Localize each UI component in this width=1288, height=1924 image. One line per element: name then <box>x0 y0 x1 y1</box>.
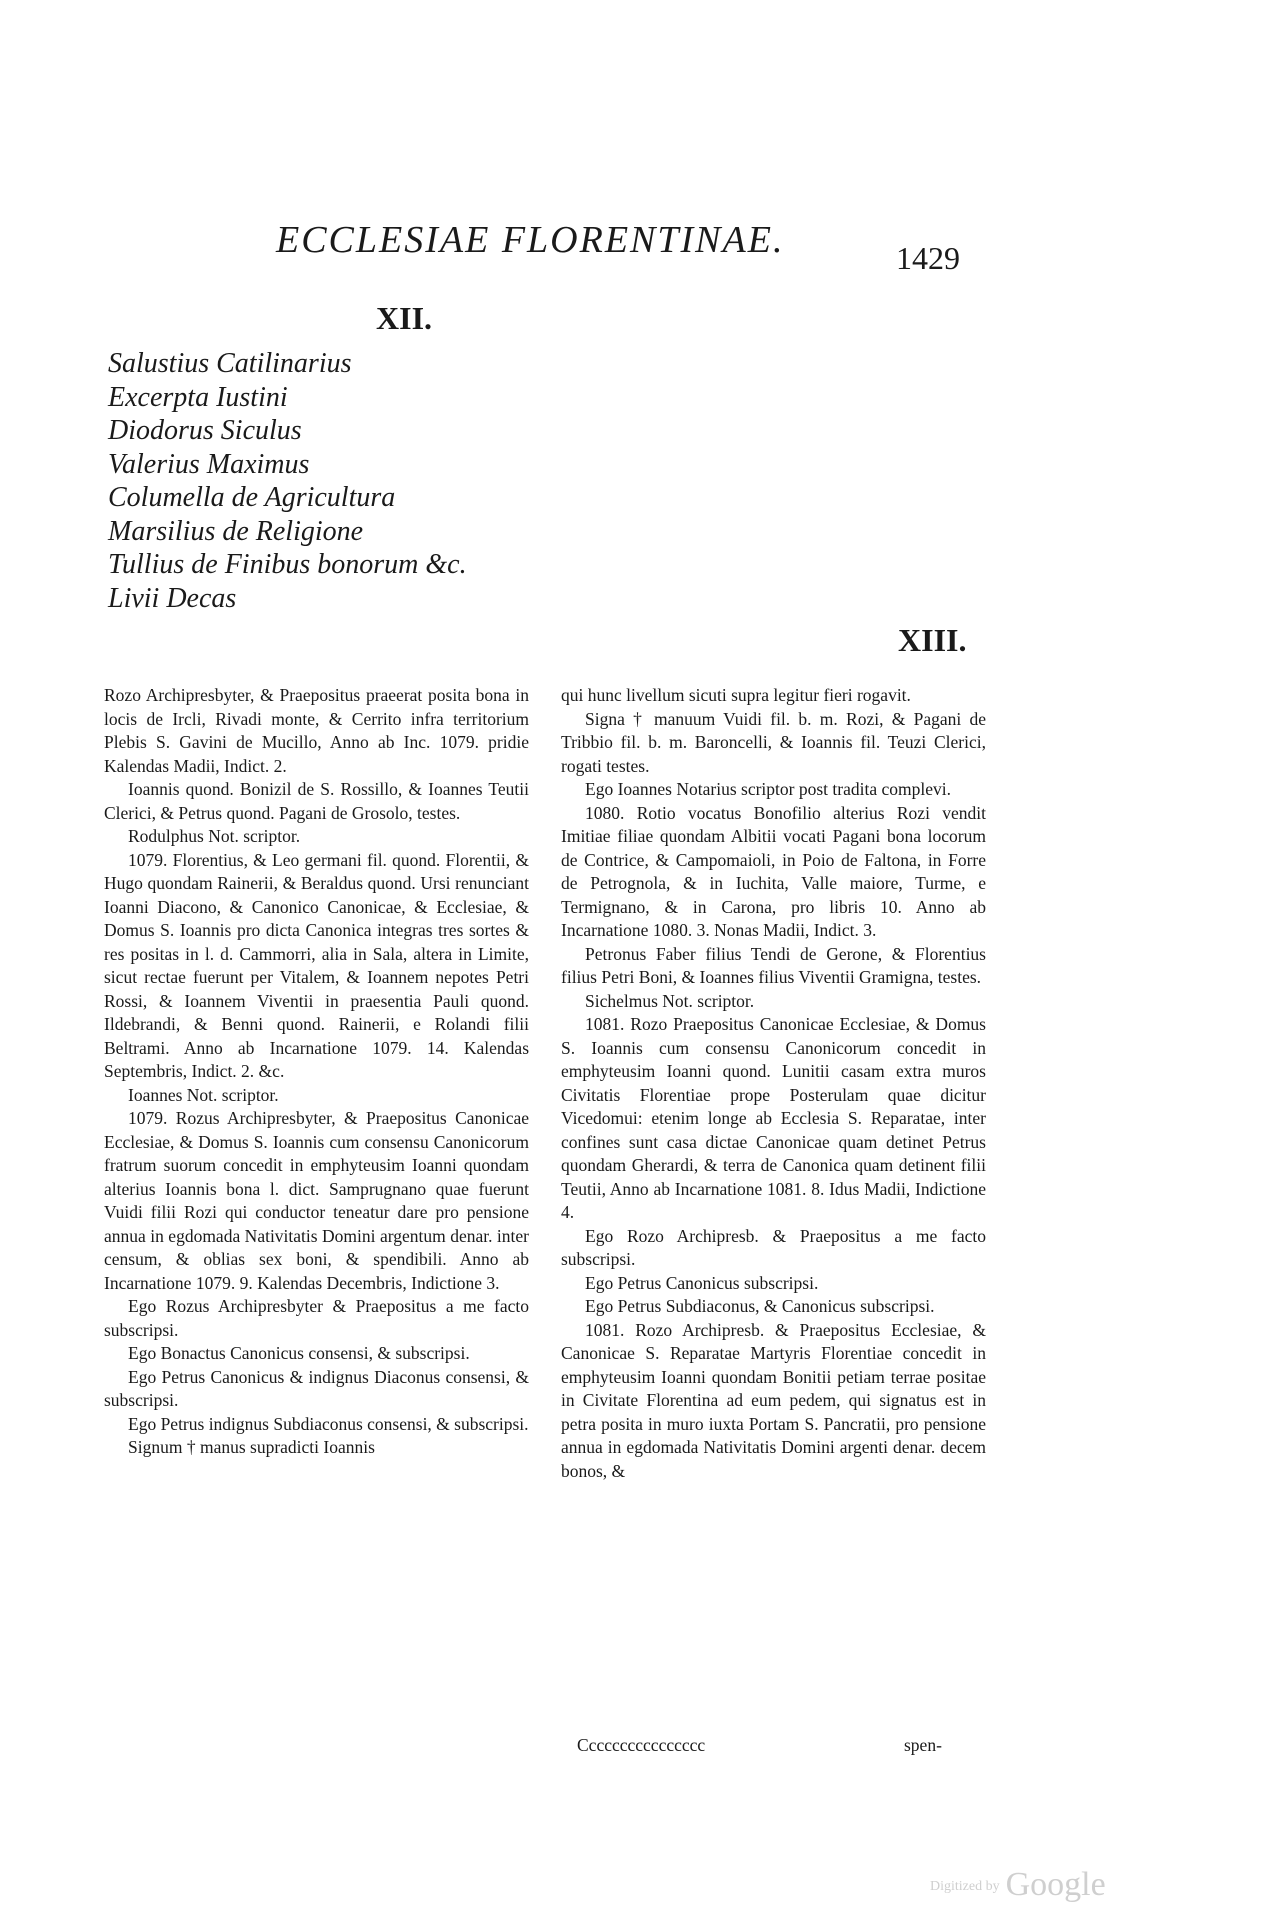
book-list-item: Livii Decas <box>108 582 237 614</box>
paragraph: Ioannes Not. scriptor. <box>128 1084 279 1105</box>
paragraph: Ego Petrus Canonicus subscripsi. <box>585 1272 819 1293</box>
page-number: 1429 <box>896 240 960 276</box>
book-list-item: Excerpta Iustini <box>108 381 288 413</box>
left-column <box>104 684 529 1460</box>
paragraph: Sichelmus Not. scriptor. <box>585 990 755 1011</box>
paragraph: Petronus Faber filius Tendi de Gerone, & Florentius filius Petri Boni, & Ioannes filius Viventii Gramigna, testes. <box>561 943 986 987</box>
book-list <box>108 347 467 615</box>
paragraph: Ego Bonactus Canonicus consensi, & subscripsi. <box>128 1343 470 1363</box>
section-numeral-xiii: XIII. <box>898 622 967 658</box>
paragraph: 1080. Rotio vocatus Bonofilio alterius Rozi vendit Imitiae filiae quondam Albitii vocati Pagani bona locorum de Contrice, & Campomaioli, in Poio de Faltona, in Forre de Petrognola, & in Iuchita, Valle maiore, Turme, e Termignano, & in Carona, pro libris 10. Anno ab Incarnatione 1080. 3. Nonas Madii, Indict. 3. <box>561 802 986 940</box>
paragraph: Rozo Archipresbyter, & Praepositus praeerat posita bona in locis de Ircli, Rivadi monte, & Cerrito infra territorium Plebis S. Gavini de Mucillo, Anno ab Inc. 1079. pridie Kalendas Madii, Indict. 2. <box>104 685 529 776</box>
book-list-item: Tullius de Finibus bonorum &c. <box>108 549 467 580</box>
signature-mark: Cccccccccccccccc <box>577 1735 706 1755</box>
book-list-item: Diodorus Siculus <box>108 415 302 446</box>
paragraph: 1081. Rozo Archipresb. & Praepositus Ecclesiae, & Canonicae S. Reparatae Martyris Florentiae concedit in emphyteusim Ioanni quondam Bonitii petiam terrae positae in Civitate Florentina ad eum pedem, qui signatus est in petra posita in muro iuxta Portam S. Pancratii, pro pensione annua in egdomada Nativitatis Domini argenti denar. decem bonos, & <box>561 1319 986 1481</box>
paragraph: Signum † manus supradicti Ioannis <box>128 1437 375 1457</box>
paragraph: Ioannis quond. Bonizil de S. Rossillo, & Ioannes Teutii Clerici, & Petrus quond. Pagani de Grosolo, testes. <box>104 779 529 823</box>
paragraph: Ego Rozo Archipresb. & Praepositus a me facto subscripsi. <box>561 1225 986 1269</box>
paragraph: 1079. Florentius, & Leo germani fil. quond. Florentii, & Hugo quondam Rainerii, & Beraldus quond. Ursi renunciant Ioanni Diacono, & Canonico Canonicae, & Ecclesiae, & Domus S. Ioannis pro dicta Canonica integras tres sortes & res positas in l. d. Cammorri, alia in Sala, altera in Limite, sicut rectae fuerunt per Vitalem, & Ioannem nepotes Petri Rossi, & Ioannem Viventii in praesentia Pauli quond. Ildebrandi, & Benni quond. Rainerii, e Rolandi filii Beltrami. Anno ab Incarnatione 1079. 14. Kalendas Septembris, Indict. 2. &c. <box>104 849 529 1081</box>
paragraph: Signa † manuum Vuidi fil. b. m. Rozi, & Pagani de Tribbio fil. b. m. Baroncelli, & Ioannis fil. Teuzi Clerici, rogati testes. <box>561 708 986 776</box>
right-column <box>561 684 986 1483</box>
paragraph: 1081. Rozo Praepositus Canonicae Ecclesiae, & Domus S. Ioannis cum consensu Canonicorum concedit in emphyteusim Ioanni quond. Lunitii casam extra muros Civitatis Florentiae prope Posterulam quae dicitur Vicedomui: etenim longe ab Ecclesia S. Reparatae, inter confines sunt casa dictae Canonicae quam detinet Petrus quondam Gherardi, & terra de Canonica quam detinent filii Teutii, Anno ab Incarnatione 1081. 8. Idus Madii, Indictione 4. <box>561 1014 986 1222</box>
paragraph: Ego Rozus Archipresbyter & Praepositus a me facto subscripsi. <box>104 1296 529 1340</box>
catchword: spen- <box>904 1735 942 1755</box>
book-list-item: Columella de Agricultura <box>108 482 396 513</box>
paragraph: Ego Petrus Subdiaconus, & Canonicus subscripsi. <box>585 1296 935 1316</box>
google-logo: Google <box>1005 1866 1106 1903</box>
book-list-item: Salustius Catilinarius <box>108 348 352 379</box>
digitized-watermark <box>930 1866 1106 1904</box>
running-title: ECCLESIAE FLORENTINAE. <box>276 219 785 261</box>
paragraph: qui hunc livellum sicuti supra legitur fieri rogavit. <box>561 685 911 705</box>
watermark-prefix: Digitized by <box>930 1879 1000 1895</box>
paragraph: Ego Petrus Canonicus & indignus Diaconus consensi, & subscripsi. <box>104 1366 529 1410</box>
paragraph: 1079. Rozus Archipresbyter, & Praepositus Canonicae Ecclesiae, & Domus S. Ioannis cum consensu Canonicorum fratrum suorum concedit in emphyteusim Ioanni quondam alterius Ioannis bona l. dict. Samprugnano quae fuerunt Vuidi filii Rozi qui conductor teneatur dare pro pensione annua in egdomada Nativitatis Domini argentum denar. inter censum, & oblias sex boni, & spendibili. Anno ab Incarnatione 1079. 9. Kalendas Decembris, Indictione 3. <box>104 1108 529 1293</box>
book-list-item: Marsilius de Religione <box>108 515 364 547</box>
section-numeral-xii: XII. <box>376 300 433 336</box>
paragraph: Rodulphus Not. scriptor. <box>128 826 301 846</box>
paragraph: Ego Petrus indignus Subdiaconus consensi, & subscripsi. <box>128 1413 529 1434</box>
paragraph: Ego Ioannes Notarius scriptor post tradita complevi. <box>585 779 951 799</box>
book-list-item: Valerius Maximus <box>108 448 310 480</box>
